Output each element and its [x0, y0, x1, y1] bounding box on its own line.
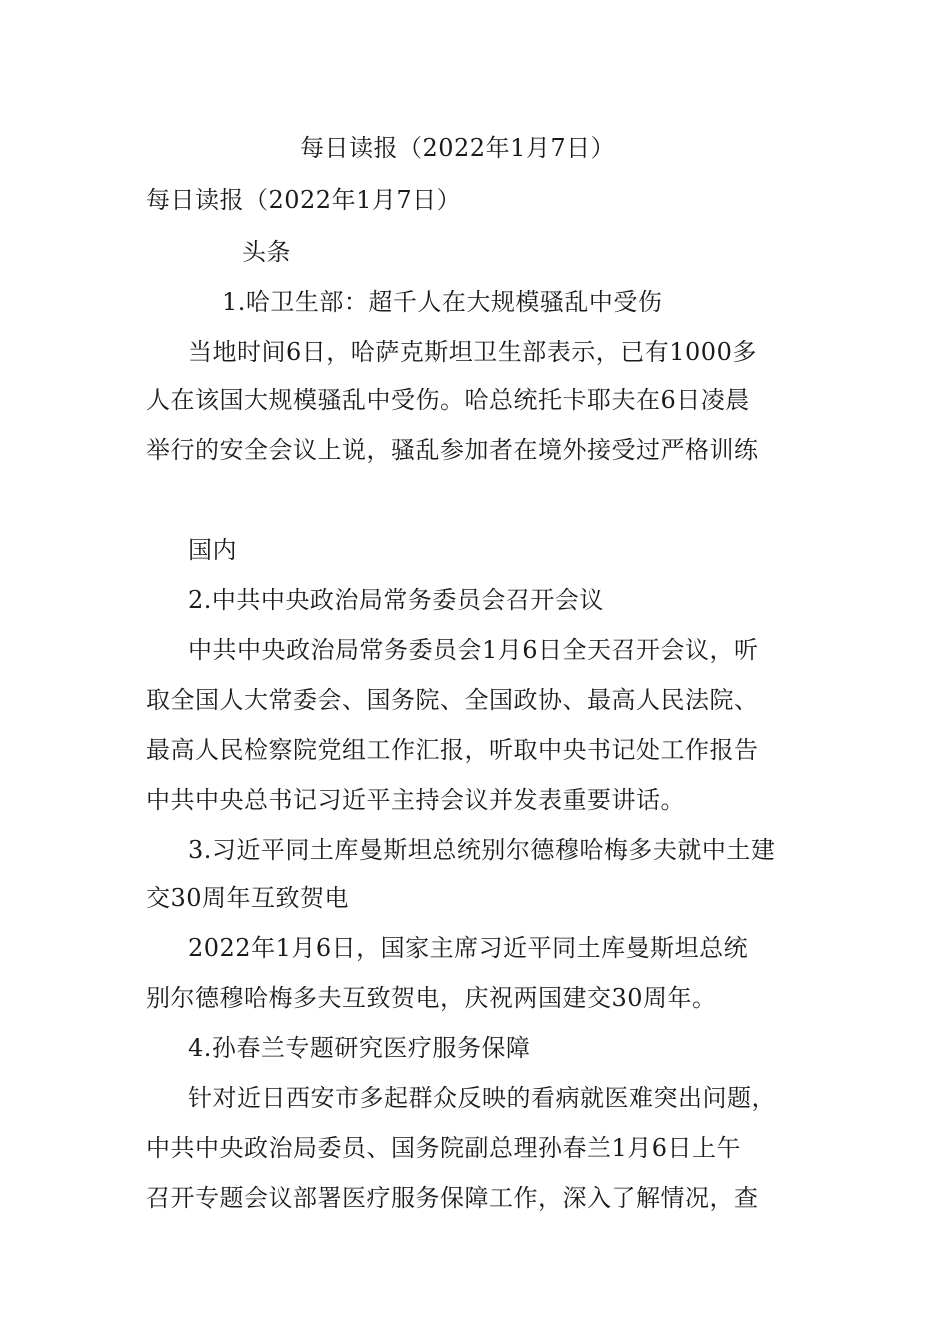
item-4-title: 4.孙春兰专题研究医疗服务保障 [188, 1034, 531, 1062]
item-2-text-line: 中共中央总书记习近平主持会议并发表重要讲话。 [146, 786, 685, 814]
item-3-text-line: 别尔德穆哈梅多夫互致贺电，庆祝两国建交30周年。 [146, 984, 717, 1012]
item-1-text-line: 举行的安全会议上说，骚乱参加者在境外接受过严格训练 [146, 436, 759, 464]
item-3-title: 3.习近平同土库曼斯坦总统别尔德穆哈梅多夫就中土建 [188, 836, 776, 864]
item-2-title: 2.中共中央政治局常务委员会召开会议 [188, 586, 604, 614]
section-heading-domestic: 国内 [188, 536, 237, 564]
item-4-text-line: 中共中央政治局委员、国务院副总理孙春兰1月6日上午 [146, 1134, 742, 1162]
item-3-title: 交30周年互致贺电 [146, 884, 350, 912]
item-4-text-line: 召开专题会议部署医疗服务保障工作，深入了解情况，查 [146, 1184, 759, 1212]
item-4-text-line: 针对近日西安市多起群众反映的看病就医难突出问题， [188, 1084, 776, 1112]
section-heading-headline: 头条 [242, 238, 291, 266]
item-1-text-line: 当地时间6日，哈萨克斯坦卫生部表示，已有1000多 [188, 338, 757, 366]
item-1-text-line: 人在该国大规模骚乱中受伤。哈总统托卡耶夫在6日凌晨 [146, 386, 750, 414]
item-2-text-line: 取全国人大常委会、国务院、全国政协、最高人民法院、 [146, 686, 759, 714]
item-3-text-line: 2022年1月6日，国家主席习近平同土库曼斯坦总统 [188, 934, 749, 962]
item-2-text-line: 中共中央政治局常务委员会1月6日全天召开会议，听 [188, 636, 759, 664]
document-subtitle: 每日读报（2022年1月7日） [146, 186, 462, 214]
item-2-text-line: 最高人民检察院党组工作汇报，听取中央书记处工作报告 [146, 736, 759, 764]
item-1-title: 1.哈卫生部：超千人在大规模骚乱中受伤 [222, 288, 663, 316]
document-title: 每日读报（2022年1月7日） [300, 134, 616, 162]
